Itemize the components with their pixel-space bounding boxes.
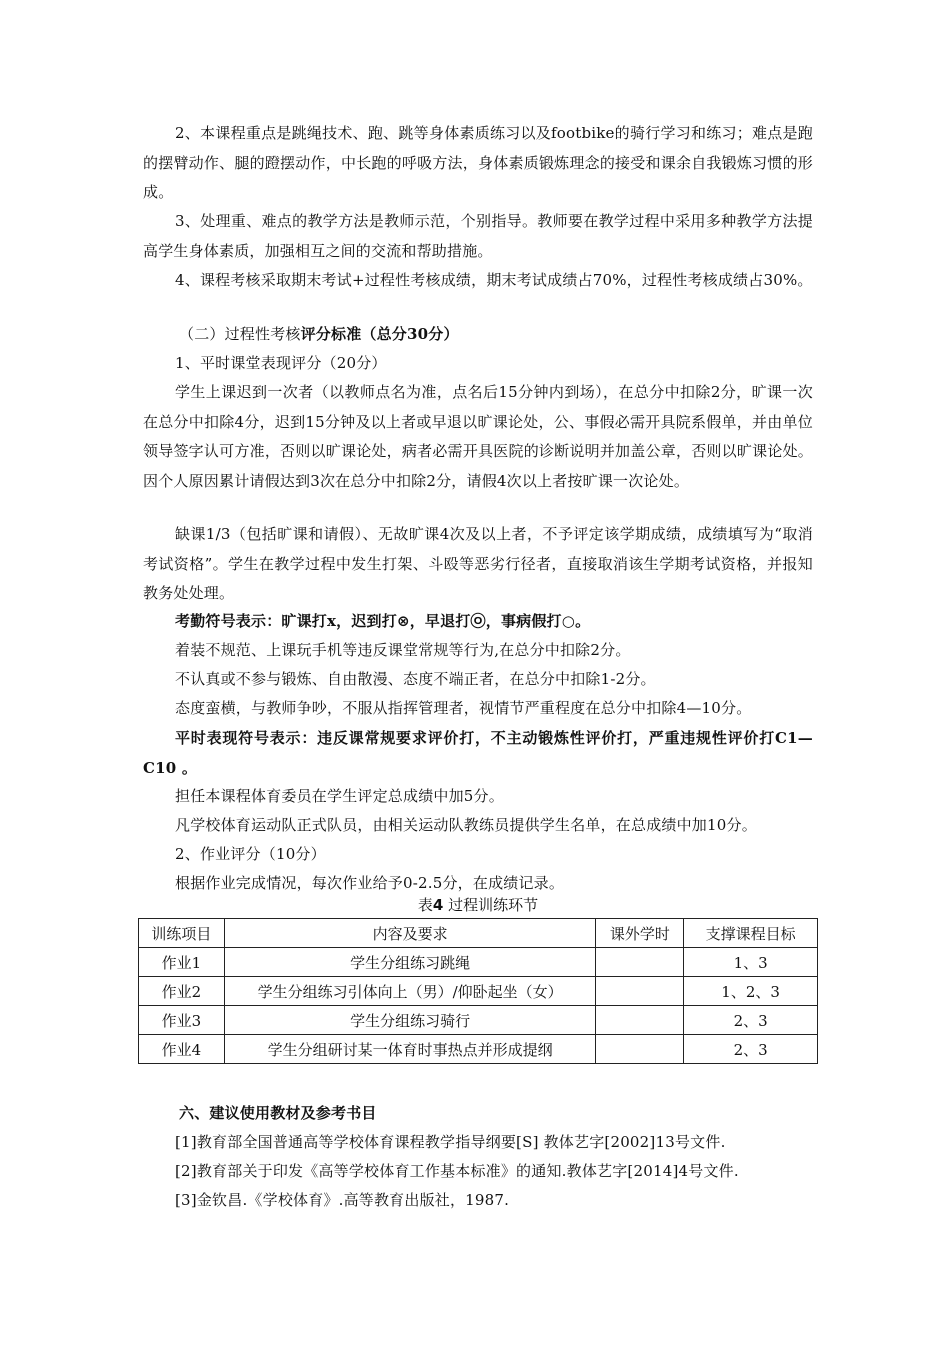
- table-cell: 2、3: [684, 1035, 818, 1064]
- table-cell: 作业1: [139, 948, 225, 977]
- table-row: [139, 1006, 818, 1035]
- attendance-text-b: ，早退打: [409, 612, 471, 630]
- table-cell: [596, 977, 684, 1006]
- table-cell: 2、3: [684, 1006, 818, 1035]
- table-cell: 学生分组研讨某一体育时事热点并形成提纲: [224, 1035, 596, 1064]
- paragraph-absence-rules: 缺课1/3（包括旷课和请假）、无故旷课4次及以上者，不予评定该学期成绩，成绩填写为“取消考试资格”。学生在教学过程中发生打架、斗殴等恶劣行径者，直接取消该生学期考试资格，并报知教务处处理。: [143, 525, 813, 602]
- attendance-text-c: ，事病假打: [485, 612, 562, 630]
- paragraph-assessment: 4、课程考核采取期末考试+过程性考核成绩，期末考试成绩占70%，过程性考核成绩占30%。: [175, 271, 813, 289]
- table-cell: 1、2、3: [684, 977, 818, 1006]
- reference-item: [1]教育部全国普通高等学校体育课程教学指导纲要[S] 教体艺字[2002]13号文件.: [175, 1133, 726, 1151]
- paragraph-course-focus: 2、本课程重点是跳绳技术、跑、跳等身体素质练习以及footbike的骑行学习和练习；难点是跑的摆臂动作、腿的蹬摆动作，中长跑的呼吸方法，身体素质锻炼理念的接受和课余自我锻炼习惯的形成。: [143, 124, 813, 201]
- table-caption-title: 过程训练环节: [448, 896, 539, 914]
- paragraph-homework: 根据作业完成情况，每次作业给予0-2.5分，在成绩记录。: [175, 874, 565, 892]
- performance-symbols-line: 平时表现符号表示：违反课常规要求评价打，不主动锻炼性评价打，严重违规性评价打C1—C10 。: [143, 729, 813, 777]
- late-symbol: ⊗: [396, 612, 410, 630]
- table-caption-prefix: 表: [417, 896, 433, 914]
- table-cell: [596, 1006, 684, 1035]
- attendance-text-d: 。: [575, 612, 591, 630]
- reference-item: [2]教育部关于印发《高等学校体育工作基本标准》的通知.教体艺字[2014]4号文件.: [175, 1162, 739, 1180]
- table-cell: 学生分组练习骑行: [224, 1006, 596, 1035]
- table-row: [139, 977, 818, 1006]
- paragraph-attendance-rules: 学生上课迟到一次者（以教师点名为准，点名后15分钟内到场），在总分中扣除2分，旷课一次在总分中扣除4分，迟到15分钟及以上者或早退以旷课论处，公、事假必需开具院系假单，并由单位领导签字认可方准，否则以旷课论处，病者必需开具医院的诊断说明并加盖公章，否则以旷课论处。因个人原因累计请假达到3次在总分中扣除2分，请假4次以上者按旷课一次论处。: [143, 383, 813, 490]
- table-cell: 学生分组练习引体向上（男）/仰卧起坐（女）: [224, 977, 596, 1006]
- paragraph-teaching-method: 3、处理重、难点的教学方法是教师示范，个别指导。教师要在教学过程中采用多种教学方法提高学生身体素质，加强相互之间的交流和帮助措施。: [143, 212, 813, 260]
- leave-symbol: ○: [561, 612, 576, 630]
- table-cell: 学生分组练习跳绳: [224, 948, 596, 977]
- table-cell: 作业4: [139, 1035, 225, 1064]
- paragraph-attitude: 不认真或不参与锻炼、自由散漫、态度不端正者，在总分中扣除1-2分。: [175, 670, 656, 688]
- table-cell: 作业2: [139, 977, 225, 1006]
- table-caption-number: 4: [432, 896, 444, 914]
- table-header-row: [139, 919, 818, 948]
- table-cell: [596, 1035, 684, 1064]
- section-heading-textbooks: 六、建议使用教材及参考书目: [179, 1104, 377, 1122]
- attendance-text-a: 考勤符号表示：旷课打x，迟到打: [175, 612, 397, 630]
- table-cell: 1、3: [684, 948, 818, 977]
- paragraph-sports-committee: 担任本课程体育委员在学生评定总成绩中加5分。: [175, 787, 504, 805]
- table-row: [139, 948, 818, 977]
- section-heading-process-assessment: [143, 320, 813, 350]
- paragraph-discipline: 态度蛮横，与教师争吵，不服从指挥管理者，视情节严重程度在总分中扣除4—10分。: [175, 699, 752, 717]
- header-extra-hours: 课外学时: [596, 919, 684, 948]
- leave-early-symbol: ㉧: [470, 612, 486, 630]
- subheading-homework-score: 2、作业评分（10分）: [175, 845, 326, 863]
- header-course-goal: 支撑课程目标: [684, 919, 818, 948]
- table-row: [139, 1035, 818, 1064]
- subheading-classroom-score: 1、平时课堂表现评分（20分）: [175, 354, 387, 372]
- table-cell: 作业3: [139, 1006, 225, 1035]
- paragraph-sports-team: 凡学校体育运动队正式队员，由相关运动队教练员提供学生名单，在总成绩中加10分。: [175, 816, 757, 834]
- header-content: 内容及要求: [224, 919, 596, 948]
- paragraph-dress-code: 着装不规范、上课玩手机等违反课堂常规等行为,在总分中扣除2分。: [175, 641, 631, 659]
- attendance-symbols-line: [143, 607, 813, 637]
- table-cell: [596, 948, 684, 977]
- reference-item: [3]金钦昌.《学校体育》.高等教育出版社，1987.: [175, 1191, 510, 1209]
- section-heading-part1: （二）过程性考核: [179, 325, 301, 343]
- header-training-item: 训练项目: [139, 919, 225, 948]
- training-table: [138, 918, 818, 1064]
- table-caption: [143, 893, 813, 917]
- section-heading-part2: 评分标准（总分30分）: [300, 325, 459, 343]
